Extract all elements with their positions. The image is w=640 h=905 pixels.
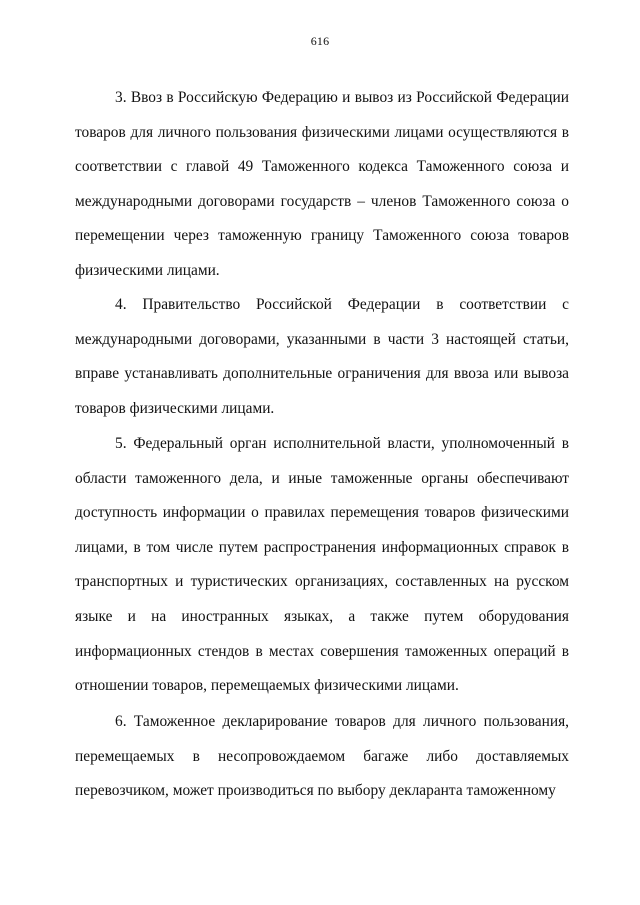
- paragraph-5: 5. Федеральный орган исполнительной власти, уполномоченный в области таможенного дела, и иные таможенные органы обеспечивают доступность информации о правилах перемещения товаров физическими лицами, в том числе путем распространения информационных справок в транспортных и туристических организациях, составленных на русском языке и на иностранных языках, а также путем оборудования информационных стендов в местах совершения таможенных операций в отношении товаров, перемещаемых физическими лицами.: [75, 435, 569, 695]
- page-number: 616: [310, 34, 330, 48]
- paragraph-4: 4. Правительство Российской Федерации в соответствии с международными договорами, указанными в части 3 настоящей статьи, вправе устанавливать дополнительные ограничения для ввоза или вывоза товаров физическими лицами.: [75, 296, 569, 417]
- paragraph-3: 3. Ввоз в Российскую Федерацию и вывоз из Российской Федерации товаров для личного пользования физическими лицами осуществляются в соответствии с главой 49 Таможенного кодекса Таможенного союза и международными договорами государств – членов Таможенного союза о перемещении через таможенную границу Таможенного союза товаров физическими лицами.: [75, 89, 569, 279]
- paragraph-6: 6. Таможенное декларирование товаров для личного пользования, перемещаемых в несопровождаемом багаже либо доставляемых перевозчиком, может производиться по выбору декларанта таможенному: [75, 713, 569, 800]
